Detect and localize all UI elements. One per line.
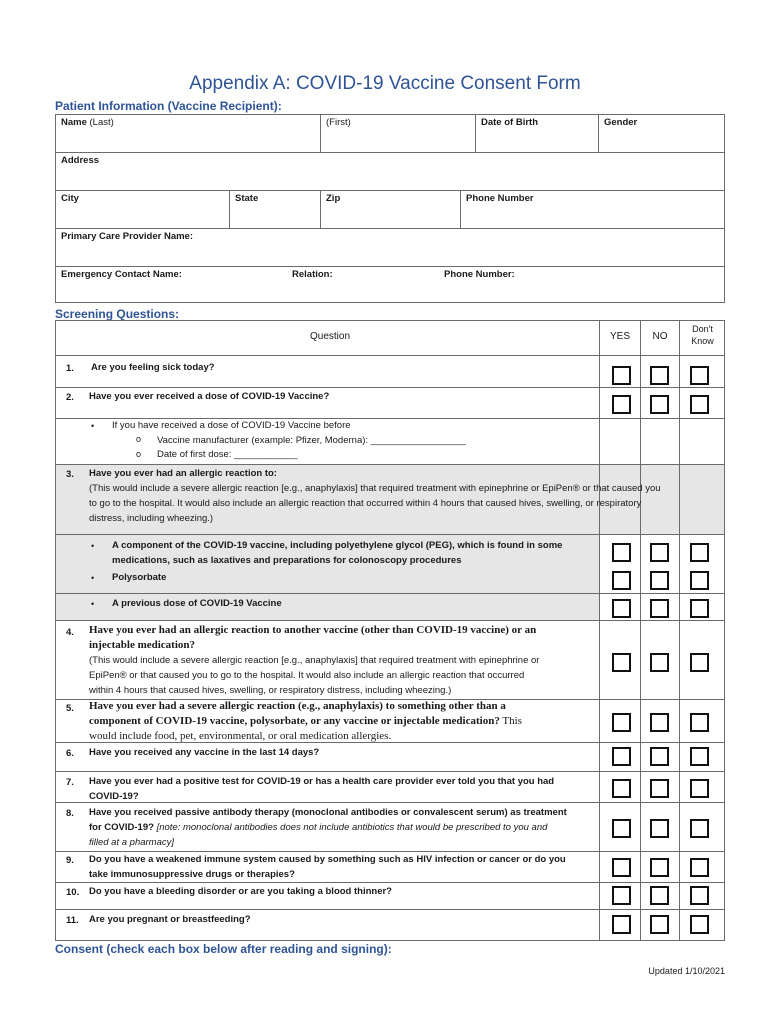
- col-divider: [320, 190, 321, 228]
- col-divider: [475, 114, 476, 152]
- q7-yes-checkbox[interactable]: [612, 779, 631, 798]
- q4-number: 4.: [66, 627, 74, 638]
- q3-detail: (This would include a severe allergic reaction [e.g., anaphylaxis] that required treatment with epinephrine or EpiPen® or that caused you to go to the hospital. It would also include an allergic reaction that occurred within 4 hours that caused hives, swelling, or respiratory distress, including wheezing.): [89, 483, 661, 524]
- row-divider: [55, 882, 725, 883]
- q8-dont-know-checkbox[interactable]: [690, 819, 709, 838]
- address-field[interactable]: Address: [61, 155, 100, 166]
- col-header-question: Question: [309, 331, 351, 342]
- q5-dont-know-checkbox[interactable]: [690, 713, 709, 732]
- q3a-dont-know-checkbox[interactable]: [690, 543, 709, 562]
- q1-no-checkbox[interactable]: [650, 366, 669, 385]
- patient-info-heading: Patient Information (Vaccine Recipient):: [55, 99, 282, 113]
- q8-text: Have you received passive antibody therapy (monoclonal antibodies or convalescent serum) as treatment for COVID-19? [note: monoclonal antibodies does not include antibiotics that would be prescribed to you and filled at a pharmacy]: [89, 807, 567, 848]
- col-header-dont-know: Don't Know: [691, 324, 714, 346]
- col-divider: [598, 114, 599, 152]
- gender-field[interactable]: Gender: [604, 117, 638, 128]
- q3a-text: A component of the COVID-19 vaccine, including polyethylene glycol (PEG), which is found in some medications, such as laxatives and preparations for colonoscopy procedures: [112, 540, 563, 566]
- q9-yes-checkbox[interactable]: [612, 858, 631, 877]
- q8-no-checkbox[interactable]: [650, 819, 669, 838]
- q2-no-checkbox[interactable]: [650, 395, 669, 414]
- q1-text: Are you feeling sick today?: [91, 362, 215, 373]
- col-divider: [460, 190, 461, 228]
- row-divider: [55, 534, 725, 535]
- q2-yes-checkbox[interactable]: [612, 395, 631, 414]
- form-title: Appendix A: COVID-19 Vaccine Consent Form: [189, 73, 581, 94]
- q7-number: 7.: [66, 777, 74, 788]
- q11-number: 11.: [66, 915, 79, 926]
- q3c-no-checkbox[interactable]: [650, 599, 669, 618]
- pcp-field[interactable]: Primary Care Provider Name:: [61, 231, 194, 242]
- row-divider: [55, 593, 725, 594]
- q5-yes-checkbox[interactable]: [612, 713, 631, 732]
- dob-field[interactable]: Date of Birth: [481, 117, 538, 128]
- col-header-yes: YES: [609, 331, 630, 342]
- q2-followup-text: If you have received a dose of COVID-19 Vaccine before: [112, 420, 351, 431]
- row-divider: [55, 771, 725, 772]
- row-divider: [55, 620, 725, 621]
- emergency-contact-field[interactable]: Emergency Contact Name:: [61, 269, 182, 280]
- vaccine-manufacturer-field[interactable]: Vaccine manufacturer (example: Pfizer, Moderna): __________________: [157, 435, 466, 446]
- col-divider: [320, 114, 321, 152]
- q10-yes-checkbox[interactable]: [612, 886, 631, 905]
- row-divider: [55, 266, 725, 267]
- bullet-icon: •: [91, 599, 95, 609]
- row-divider: [55, 387, 725, 388]
- q8-number: 8.: [66, 808, 74, 819]
- q11-text: Are you pregnant or breastfeeding?: [89, 914, 251, 925]
- q8-yes-checkbox[interactable]: [612, 819, 631, 838]
- q11-yes-checkbox[interactable]: [612, 915, 631, 934]
- q6-text: Have you received any vaccine in the last 14 days?: [89, 747, 320, 758]
- q4-detail: (This would include a severe allergic reaction [e.g., anaphylaxis] that required treatment with epinephrine or EpiPen® or that caused you to go to the hospital. It would also include an allergic reaction that occurred within 4 hours that caused hives, swelling, or respiratory distress, including wheezing.): [89, 655, 540, 696]
- circle-bullet-icon: o: [136, 434, 142, 444]
- row-divider: [55, 909, 725, 910]
- emergency-phone-field[interactable]: Phone Number:: [444, 269, 515, 280]
- row-divider: [55, 228, 725, 229]
- q10-dont-know-checkbox[interactable]: [690, 886, 709, 905]
- row-divider: [55, 190, 725, 191]
- q4-yes-checkbox[interactable]: [612, 653, 631, 672]
- bullet-icon: •: [91, 541, 95, 551]
- q11-dont-know-checkbox[interactable]: [690, 915, 709, 934]
- state-field[interactable]: State: [235, 193, 259, 204]
- zip-field[interactable]: Zip: [326, 193, 341, 204]
- q3a-yes-checkbox[interactable]: [612, 543, 631, 562]
- q4-text: Have you ever had an allergic reaction to another vaccine (other than COVID-19 vaccine) or an injectable medication?: [89, 624, 537, 651]
- q10-number: 10.: [66, 887, 80, 898]
- relation-field[interactable]: Relation:: [292, 269, 333, 280]
- q10-no-checkbox[interactable]: [650, 886, 669, 905]
- col-divider: [229, 190, 230, 228]
- q3b-dont-know-checkbox[interactable]: [690, 571, 709, 590]
- q3c-dont-know-checkbox[interactable]: [690, 599, 709, 618]
- q1-number: 1.: [66, 363, 74, 374]
- q3b-yes-checkbox[interactable]: [612, 571, 631, 590]
- q3c-yes-checkbox[interactable]: [612, 599, 631, 618]
- q3c-text: A previous dose of COVID-19 Vaccine: [112, 598, 282, 609]
- q3-number: 3.: [66, 469, 74, 480]
- row-divider: [55, 464, 725, 465]
- q9-no-checkbox[interactable]: [650, 858, 669, 877]
- q6-yes-checkbox[interactable]: [612, 747, 631, 766]
- q1-dont-know-checkbox[interactable]: [690, 366, 709, 385]
- q4-dont-know-checkbox[interactable]: [690, 653, 709, 672]
- q6-number: 6.: [66, 748, 74, 759]
- row-divider: [55, 152, 725, 153]
- q3a-no-checkbox[interactable]: [650, 543, 669, 562]
- q9-number: 9.: [66, 855, 74, 866]
- q5-no-checkbox[interactable]: [650, 713, 669, 732]
- q6-no-checkbox[interactable]: [650, 747, 669, 766]
- circle-bullet-icon: o: [136, 449, 142, 459]
- q4-no-checkbox[interactable]: [650, 653, 669, 672]
- col-divider: [640, 320, 641, 941]
- screening-heading: Screening Questions:: [55, 307, 180, 321]
- q10-text: Do you have a bleeding disorder or are you taking a blood thinner?: [89, 886, 392, 897]
- q2-number: 2.: [66, 392, 74, 403]
- col-divider: [679, 320, 680, 941]
- q2-dont-know-checkbox[interactable]: [690, 395, 709, 414]
- phone-field[interactable]: Phone Number: [466, 193, 534, 204]
- consent-heading: Consent (check each box below after reading and signing):: [55, 942, 392, 956]
- q1-yes-checkbox[interactable]: [612, 366, 631, 385]
- col-header-no: NO: [652, 331, 668, 342]
- name-last-field[interactable]: Name (Last): [61, 117, 114, 128]
- bullet-icon: •: [91, 421, 95, 431]
- q11-no-checkbox[interactable]: [650, 915, 669, 934]
- q7-dont-know-checkbox[interactable]: [690, 779, 709, 798]
- city-field[interactable]: City: [61, 193, 79, 204]
- q6-dont-know-checkbox[interactable]: [690, 747, 709, 766]
- name-first-field[interactable]: (First): [326, 117, 351, 128]
- q7-text: Have you ever had a positive test for COVID-19 or has a health care provider ever told you that you had COVID-19?: [89, 776, 555, 802]
- q7-no-checkbox[interactable]: [650, 779, 669, 798]
- q3b-text: Polysorbate: [112, 572, 167, 583]
- q9-dont-know-checkbox[interactable]: [690, 858, 709, 877]
- q9-text: Do you have a weakened immune system caused by something such as HIV infection or cancer or do you take immunosuppressive drugs or therapies?: [89, 854, 566, 880]
- q5-text: Have you ever had a severe allergic reaction (e.g., anaphylaxis) to something other than a component of COVID-19 vaccine, polysorbate, or any vaccine or injectable medication? This would include food, pet, environmental, or oral medication allergies.: [89, 700, 522, 742]
- updated-date: Updated 1/10/2021: [648, 966, 725, 976]
- q5-number: 5.: [66, 703, 74, 714]
- col-divider: [599, 320, 600, 941]
- first-dose-date-field[interactable]: Date of first dose: ____________: [157, 449, 298, 460]
- bullet-icon: •: [91, 573, 95, 583]
- row-divider: [55, 355, 725, 356]
- q2-text: Have you ever received a dose of COVID-19 Vaccine?: [89, 391, 330, 402]
- q3-text: Have you ever had an allergic reaction to:: [89, 468, 277, 479]
- q3b-no-checkbox[interactable]: [650, 571, 669, 590]
